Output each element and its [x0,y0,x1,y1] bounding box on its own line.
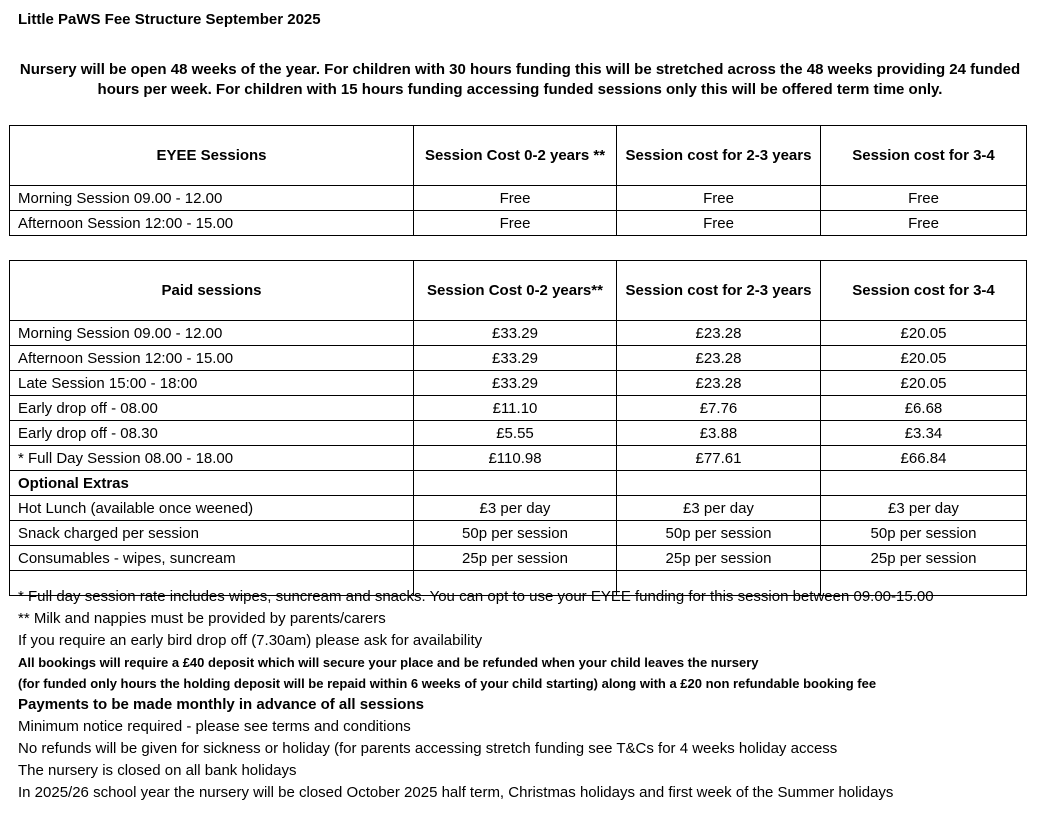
note-minimum-notice: Minimum notice required - please see terms and conditions [18,718,411,735]
cost-cell: £23.28 [617,321,821,346]
table-row [10,496,1027,521]
cost-column-header: Session cost for 2-3 years [617,126,821,186]
session-name-cell: Morning Session 09.00 - 12.00 [10,321,414,346]
note-early-bird: If you require an early bird drop off (7.30am) please ask for availability [18,632,483,649]
note-full-day: * Full day session rate includes wipes, suncream and snacks. You can opt to use your EYEE funding for this session between 09.00-15.00 [18,588,934,605]
cost-column-header: Session Cost 0-2 years** [414,261,617,321]
cost-column-header: Session cost for 3-4 [821,261,1027,321]
table-row [10,521,1027,546]
cost-cell: Free [821,211,1027,236]
session-name-cell: Morning Session 09.00 - 12.00 [10,186,414,211]
cost-cell: Free [821,186,1027,211]
notes-section [18,586,1038,804]
cost-column-header: Session cost for 2-3 years [617,261,821,321]
note-deposit-funded: (for funded only hours the holding deposit will be repaid within 6 weeks of your child starting) along with a £20 non refundable booking fee [18,676,877,691]
cost-cell: £5.55 [414,421,617,446]
cost-cell: £20.05 [821,346,1027,371]
note-deposit: All bookings will require a £40 deposit which will secure your place and be refunded when your child leaves the nursery [18,655,759,670]
cost-cell: £20.05 [821,321,1027,346]
row-header-column: Paid sessions [10,261,414,321]
cost-cell: 25p per session [414,546,617,571]
table-row [10,371,1027,396]
cost-cell: 25p per session [617,546,821,571]
cost-cell [617,471,821,496]
cost-cell: £23.28 [617,346,821,371]
intro-paragraph: Nursery will be open 48 weeks of the year. For children with 30 hours funding this will be stretched across the 48 weeks providing 24 funded hours per week. For children with 15 hours funding accessing funded sessions only this will be offered term time only. [19,61,1021,98]
session-name-cell: Snack charged per session [10,521,414,546]
cost-cell: £3 per day [617,496,821,521]
cost-column-header: Session Cost 0-2 years ** [414,126,617,186]
table-row [10,186,1027,211]
cost-cell: Free [617,186,821,211]
cost-cell: £33.29 [414,346,617,371]
cost-cell: 25p per session [821,546,1027,571]
table-row [10,471,1027,496]
cost-cell: £23.28 [617,371,821,396]
row-header-column: EYEE Sessions [10,126,414,186]
note-bank-holidays: The nursery is closed on all bank holidays [18,762,297,779]
cost-cell: £33.29 [414,371,617,396]
cost-cell: Free [617,211,821,236]
eyee-sessions-table [9,125,1027,236]
note-closures: In 2025/26 school year the nursery will be closed October 2025 half term, Christmas holidays and first week of the Summer holidays [18,784,894,801]
session-name-cell: Hot Lunch (available once weened) [10,496,414,521]
session-name-cell: Consumables - wipes, suncream [10,546,414,571]
table-row [10,211,1027,236]
table-row [10,546,1027,571]
cost-cell: £3.88 [617,421,821,446]
cost-cell [414,471,617,496]
cost-cell: £11.10 [414,396,617,421]
cost-cell: £6.68 [821,396,1027,421]
table-row [10,396,1027,421]
cost-cell [821,471,1027,496]
session-name-cell: Afternoon Session 12:00 - 15.00 [10,346,414,371]
cost-cell: £77.61 [617,446,821,471]
cost-cell: £20.05 [821,371,1027,396]
cost-cell: 50p per session [414,521,617,546]
cost-cell: Free [414,211,617,236]
note-payments: Payments to be made monthly in advance of all sessions [18,696,424,713]
cost-cell: £33.29 [414,321,617,346]
table-row [10,446,1027,471]
cost-column-header: Session cost for 3-4 [821,126,1027,186]
cost-cell: 50p per session [617,521,821,546]
cost-cell: £3.34 [821,421,1027,446]
table-row [10,346,1027,371]
cost-cell: £7.76 [617,396,821,421]
cost-cell: £66.84 [821,446,1027,471]
cost-cell: £3 per day [414,496,617,521]
session-name-cell: Afternoon Session 12:00 - 15.00 [10,211,414,236]
session-name-cell: Early drop off - 08.00 [10,396,414,421]
session-name-cell: Early drop off - 08.30 [10,421,414,446]
session-name-cell: Late Session 15:00 - 18:00 [10,371,414,396]
note-refunds: No refunds will be given for sickness or holiday (for parents accessing stretch funding see T&Cs for 4 weeks holiday access [18,740,838,757]
paid-sessions-table [9,260,1027,596]
note-milk-nappies: ** Milk and nappies must be provided by parents/carers [18,610,386,627]
cost-cell: £3 per day [821,496,1027,521]
cost-cell: £110.98 [414,446,617,471]
page-title: Little PaWS Fee Structure September 2025 [18,11,321,28]
cost-cell: Free [414,186,617,211]
session-name-cell: Optional Extras [10,471,414,496]
table-row [10,321,1027,346]
table-row [10,421,1027,446]
cost-cell: 50p per session [821,521,1027,546]
session-name-cell: * Full Day Session 08.00 - 18.00 [10,446,414,471]
